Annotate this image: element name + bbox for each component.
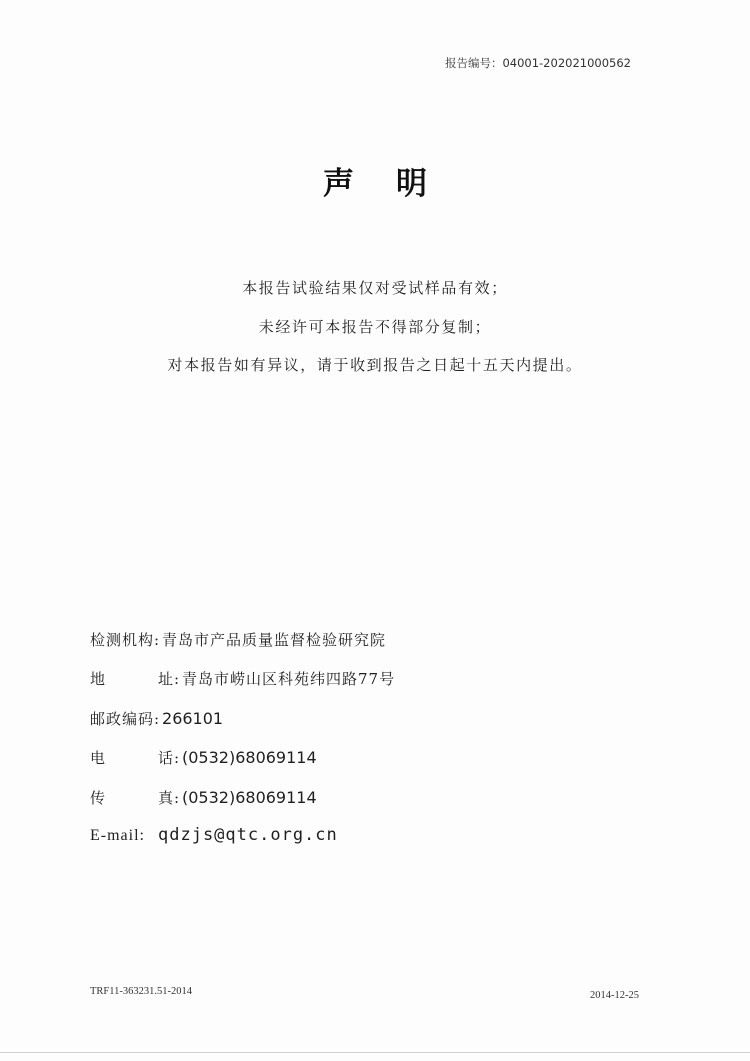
page-edge-line bbox=[0, 1052, 750, 1053]
page-title: 声明 bbox=[323, 166, 469, 202]
email-label: E-mail: bbox=[90, 827, 145, 844]
statement-validity: 本报告试验结果仅对受试样品有效； bbox=[242, 279, 508, 297]
address-value: 青岛市崂山区科苑纬四路77号 bbox=[182, 670, 396, 688]
fax-value: (0532)68069114 bbox=[182, 788, 317, 807]
form-code: TRF11-363231.51-2014 bbox=[90, 986, 192, 997]
contact-email-row bbox=[90, 825, 338, 845]
statement-objection-period: 对本报告如有异议，请于收到报告之日起十五天内提出。 bbox=[167, 356, 583, 374]
contact-address-row: 地 址 : 青岛市崂山区科苑纬四路77号 bbox=[90, 670, 396, 688]
contact-institution-row: 检测机构 : 青岛市产品质量监督检验研究院 bbox=[90, 631, 387, 649]
postal-code-value: 266101 bbox=[162, 709, 224, 728]
fax-label: 传 真 bbox=[90, 789, 174, 807]
phone-value: (0532)68069114 bbox=[182, 748, 317, 767]
contact-postal-row: 邮政编码 : 266101 bbox=[90, 709, 224, 728]
institution-value: 青岛市产品质量监督检验研究院 bbox=[162, 631, 387, 649]
issue-date: 2014-12-25 bbox=[590, 990, 639, 1001]
postal-code-label: 邮政编码 bbox=[90, 710, 155, 728]
address-label: 地 址 bbox=[90, 670, 174, 688]
institution-label: 检测机构 bbox=[90, 631, 155, 649]
report-number: 报告编号：04001-202021000562 bbox=[444, 56, 631, 70]
email-value[interactable]: qdzjs@qtc.org.cn bbox=[158, 825, 338, 845]
contact-fax-row: 传 真 : (0532)68069114 bbox=[90, 788, 317, 807]
phone-label: 电 话 bbox=[90, 749, 174, 767]
statement-copy-restriction: 未经许可本报告不得部分复制； bbox=[258, 318, 492, 336]
contact-phone-row: 电 话 : (0532)68069114 bbox=[90, 748, 317, 767]
